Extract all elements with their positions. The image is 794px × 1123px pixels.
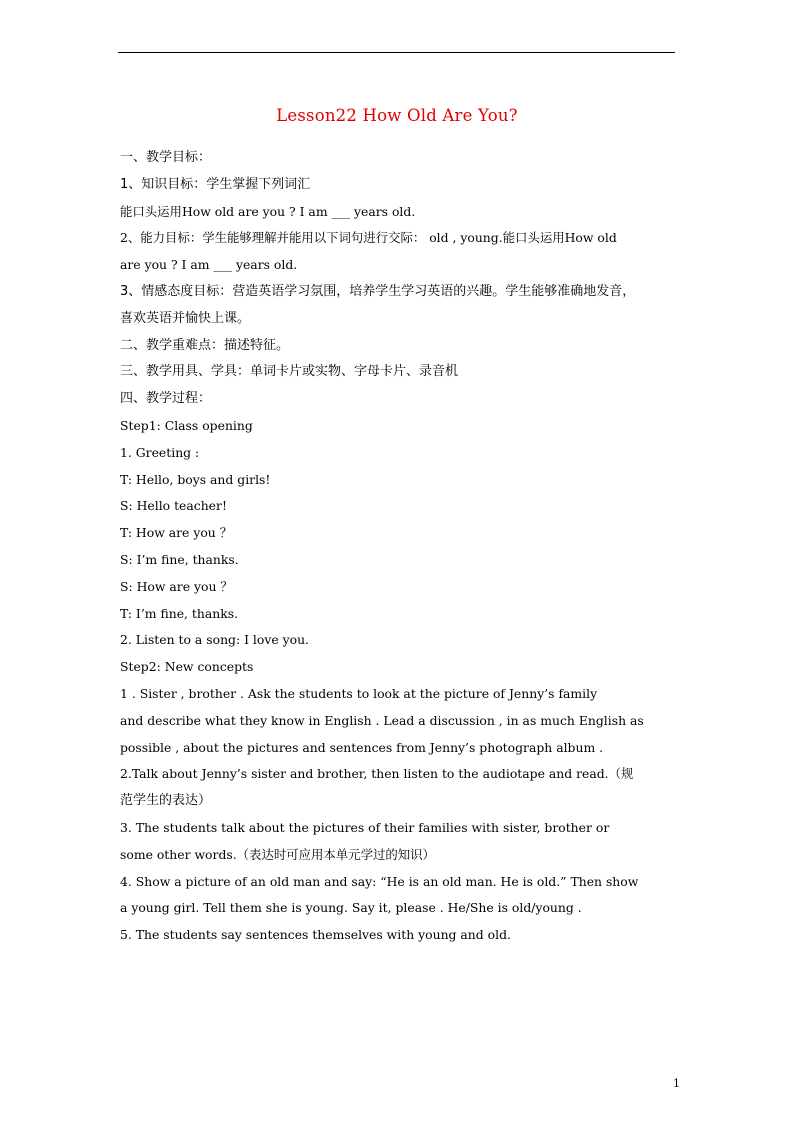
body-line: 2. Listen to a song: I love you. xyxy=(120,632,309,648)
body-line: 1 . Sister , brother . Ask the students to look at the picture of Jenny’s family xyxy=(120,685,598,701)
body-line: 3. The students talk about the pictures of their families with sister, brother or xyxy=(120,819,610,835)
body-line: 1、知识目标：学生掌握下列词汇 xyxy=(120,176,311,192)
body-line: 3、情感态度目标：营造英语学习氛围，培养学生学习英语的兴趣。学生能够准确地发音， xyxy=(120,283,636,299)
page-number: 1 xyxy=(673,1077,680,1090)
body-line: 四、教学过程： xyxy=(120,391,212,407)
body-line: and describe what they know in English . Lead a discussion , in as much English as xyxy=(120,712,644,728)
body-line: S: I’m fine, thanks. xyxy=(120,551,239,567)
body-line: some other words.（表达时可应用本单元学过的知识） xyxy=(120,846,435,862)
document-body xyxy=(120,145,675,949)
body-line: 范学生的表达） xyxy=(120,793,212,809)
body-line: 能口头运用How old are you ? I am ___ years old. xyxy=(120,203,416,219)
body-line: S: How are you ？ xyxy=(120,578,233,594)
body-line: 2、能力目标：学生能够理解并能用以下词句进行交际： old , young.能口头运用How old xyxy=(120,230,617,246)
body-line: 三、教学用具、学具：单词卡片或实物、字母卡片、录音机 xyxy=(120,364,459,380)
body-line: possible , about the pictures and sentences from Jenny’s photograph album . xyxy=(120,739,604,755)
body-line: 喜欢英语并愉快上课。 xyxy=(120,310,251,326)
body-line: are you ? I am ___ years old. xyxy=(120,257,298,273)
body-line: Step2: New concepts xyxy=(120,659,254,675)
body-line: T: Hello, boys and girls! xyxy=(120,471,271,487)
body-line: a young girl. Tell them she is young. Say it, please . He/She is old/young . xyxy=(120,900,582,916)
body-line: 一、教学目标： xyxy=(120,150,212,165)
body-line: 2.Talk about Jenny’s sister and brother, then listen to the audiotape and read.（规 xyxy=(120,766,634,782)
body-line: Step1: Class opening xyxy=(120,417,253,433)
body-line: 5. The students say sentences themselves with young and old. xyxy=(120,927,511,943)
body-line: 二、教学重难点：描述特征。 xyxy=(120,337,290,353)
body-line: T: How are you ？ xyxy=(120,525,233,541)
body-line: T: I’m fine, thanks. xyxy=(120,605,239,621)
document-title: Lesson22 How Old Are You? xyxy=(276,106,518,125)
header-rule xyxy=(118,52,675,53)
body-line: 1. Greeting : xyxy=(120,444,200,460)
body-line: 4. Show a picture of an old man and say: “He is an old man. He is old.” Then show xyxy=(120,873,639,889)
body-line: S: Hello teacher! xyxy=(120,498,227,514)
